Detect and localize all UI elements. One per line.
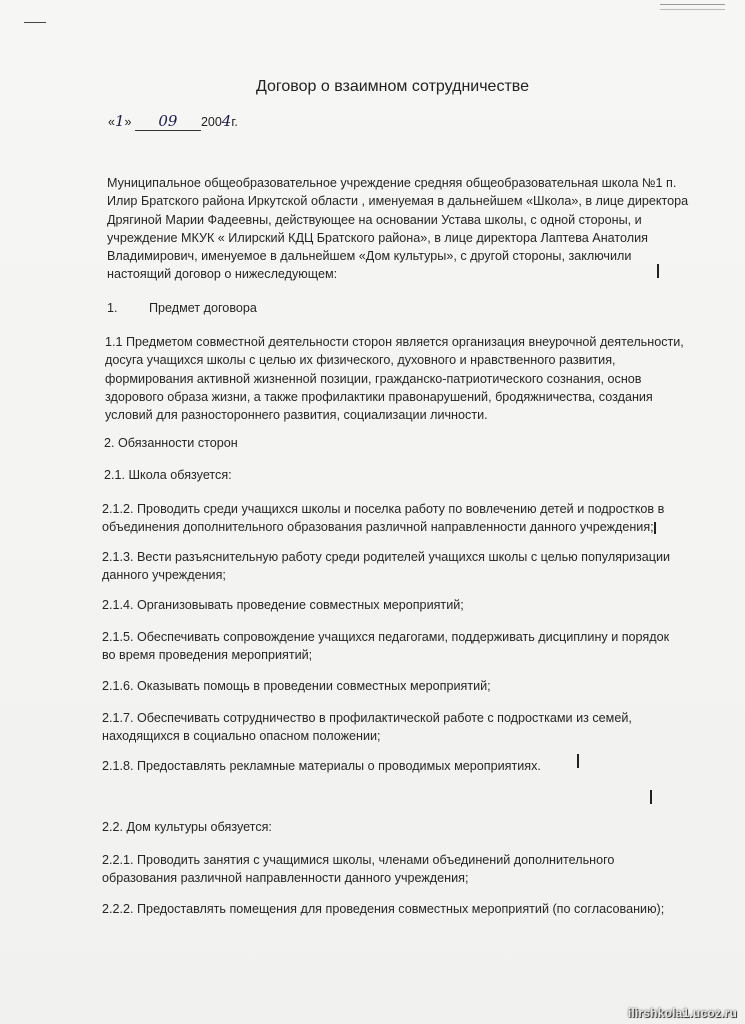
margin-mark <box>577 754 579 768</box>
clause-line: 2.1.8. Предоставлять рекламные материалы о проводимых мероприятиях. <box>102 759 541 773</box>
top-edge-rule <box>660 4 725 10</box>
section2-2-heading: 2.2. Дом культуры обязуется: <box>102 820 272 834</box>
clause-2-1-7 <box>102 709 632 746</box>
clause-2-1-2 <box>102 500 664 537</box>
clause-line: объединения дополнительного образования различной направленности данного учреждения; <box>102 520 654 535</box>
clause-line: 2.1.3. Вести разъяснительную работу среди родителей учащихся школы с целью популяризации <box>102 550 671 564</box>
document-title: Договор о взаимном сотрудничестве <box>255 78 529 95</box>
clause-2-1-4 <box>102 596 464 614</box>
date-day: 1 <box>114 112 125 130</box>
preamble <box>107 174 688 284</box>
clause-2-1-6 <box>102 677 491 695</box>
contract-date <box>108 112 238 131</box>
preamble-line: Муниципальное общеобразовательное учреждение средняя общеобразовательная школа №1 п. <box>107 176 677 190</box>
preamble-line: настоящий договор о нижеследующем: <box>107 267 338 282</box>
clause-line: 2.1.5. Обеспечивать сопровождение учащихся педагогами, поддерживать дисциплину и порядок <box>102 630 670 644</box>
paragraph-line: 1.1 Предметом совместной деятельности сторон является организация внеурочной деятельности, <box>105 335 684 349</box>
preamble-line: Дрягиной Марии Фадеевны, действующее на основании Устава школы, с одной стороны, и <box>107 212 642 227</box>
clause-line: 2.1.7. Обеспечивать сотрудничество в профилактической работе с подростками из семей, <box>102 711 632 725</box>
section2-1-heading: 2.1. Школа обязуется: <box>104 468 232 482</box>
section1-heading: Предмет договора <box>149 301 257 315</box>
clause-line: находящихся в социально опасном положении; <box>102 729 381 744</box>
section2-heading: 2. Обязанности сторон <box>104 436 238 450</box>
preamble-line: учреждение МКУК « Илирский КДЦ Братского района», в лице директора Лаптева Анатолия <box>107 230 648 245</box>
clause-line: 2.2.1. Проводить занятия с учащимися школы, членами объединений дополнительного <box>102 853 615 867</box>
clause-2-1-8 <box>102 757 541 775</box>
date-year-handwritten: 4 <box>221 112 232 130</box>
clause-2-1-3 <box>102 548 670 585</box>
preamble-line: Илир Братского района Иркутской области , именуемая в дальнейшем «Школа», в лице директора <box>107 194 689 209</box>
margin-mark <box>657 264 659 278</box>
margin-mark <box>654 522 656 534</box>
clause-line: 2.2.2. Предоставлять помещения для проведения совместных мероприятий (по согласованию); <box>102 902 665 916</box>
paragraph-line: досуга учащихся школы с целью их физического, духовного и нравственного развития, <box>105 353 616 368</box>
date-year-printed: 200 <box>200 115 222 129</box>
paragraph-line: условий для разностороннего развития, социализации личности. <box>105 408 488 423</box>
paragraph-line: формирования активной жизненной позиции, гражданско-патриотического сознания, основ <box>105 371 642 386</box>
date-month: 09 <box>135 112 201 131</box>
clause-line: данного учреждения; <box>102 568 226 583</box>
clause-line: во время проведения мероприятий; <box>102 648 313 663</box>
clause-line: 2.1.2. Проводить среди учащихся школы и поселка работу по вовлечению детей и подростков в <box>102 502 665 516</box>
paragraph-line: здорового образа жизни, а также профилактики правонарушений, бродяжничества, создания <box>105 389 653 404</box>
clause-line: образования различной направленности данного учреждения; <box>102 871 469 886</box>
top-left-dash <box>24 22 46 23</box>
margin-mark <box>650 790 652 804</box>
section1-number: 1. <box>107 301 118 315</box>
date-close-quote: » <box>124 115 132 129</box>
preamble-line: Владимирович, именуемое в дальнейшем «Дом культуры», с другой стороны, заключили <box>107 249 632 264</box>
section1-paragraph <box>105 333 684 424</box>
date-suffix: г. <box>231 115 238 129</box>
clause-2-1-5 <box>102 628 669 665</box>
clause-2-2-1 <box>102 851 614 888</box>
site-watermark: ilirshkola1.ucoz.ru <box>627 1006 737 1020</box>
date-open-quote: « <box>108 115 115 129</box>
clause-2-2-2 <box>102 900 664 918</box>
clause-line: 2.1.4. Организовывать проведение совместных мероприятий; <box>102 598 464 612</box>
clause-line: 2.1.6. Оказывать помощь в проведении совместных мероприятий; <box>102 679 491 693</box>
